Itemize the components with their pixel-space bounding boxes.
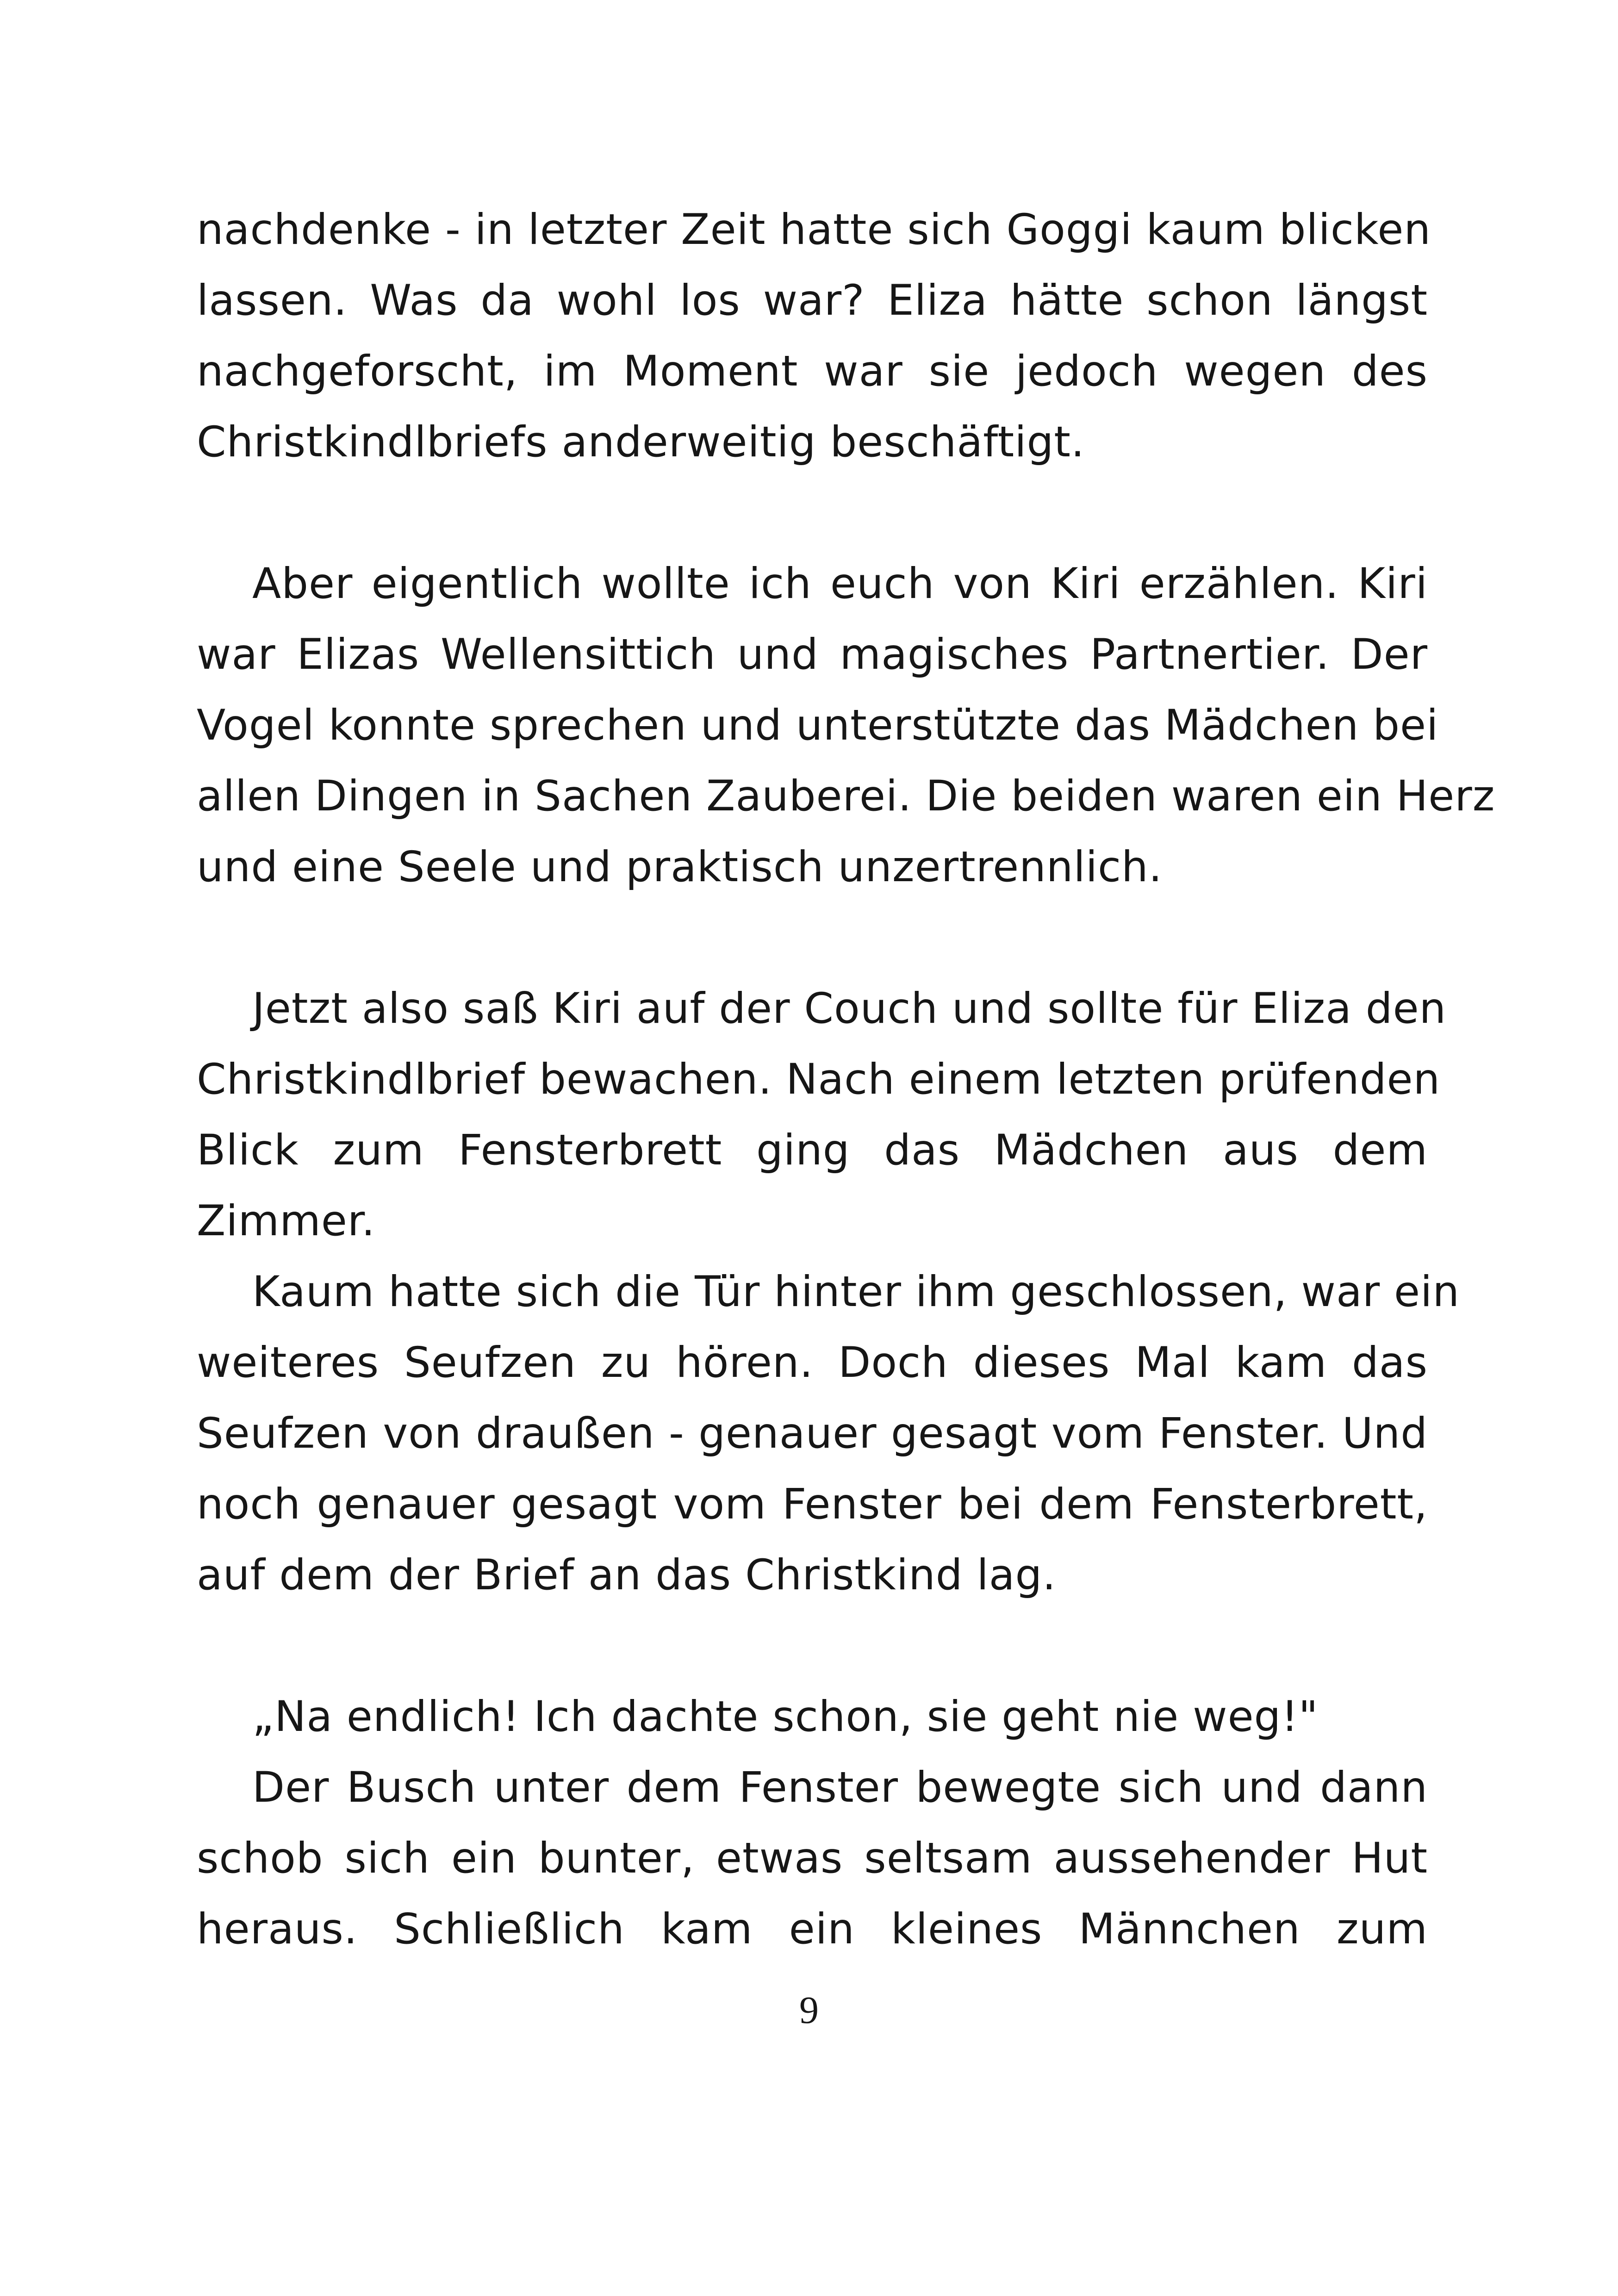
text-line: Christkindlbriefs anderweitig beschäftigt. bbox=[197, 418, 1085, 467]
text-line: Jetzt also saß Kiri auf der Couch und sollte für Eliza den bbox=[252, 984, 1447, 1033]
text-line: und eine Seele und praktisch unzertrennlich. bbox=[197, 843, 1163, 891]
paragraph-spacer bbox=[197, 478, 1428, 548]
text-line: schob sich ein bunter, etwas seltsam aussehender Hut bbox=[197, 1834, 1428, 1883]
text-line: Aber eigentlich wollte ich euch von Kiri erzählen. Kiri bbox=[252, 560, 1428, 608]
text-line: Blick zum Fensterbrett ging das Mädchen aus dem bbox=[197, 1126, 1428, 1175]
text-line: Christkindlbrief bewachen. Nach einem letzten prüfenden bbox=[197, 1055, 1441, 1104]
text-line: war Elizas Wellensittich und magisches Partnertier. Der bbox=[197, 630, 1428, 679]
page-number: 9 bbox=[799, 1989, 819, 2032]
paragraph bbox=[197, 1752, 1428, 1965]
text-line: heraus. Schließlich kam ein kleines Männchen zum bbox=[197, 1905, 1428, 1954]
text-line: Vogel konnte sprechen und unterstützte das Mädchen bei bbox=[197, 701, 1439, 750]
text-line: „Na endlich! Ich dachte schon, sie geht nie weg!" bbox=[252, 1692, 1319, 1741]
text-line: auf dem der Brief an das Christkind lag. bbox=[197, 1551, 1057, 1599]
text-line: Seufzen von draußen - genauer gesagt vom Fenster. Und bbox=[197, 1409, 1428, 1458]
body-text bbox=[197, 194, 1495, 1965]
paragraph bbox=[197, 1681, 1428, 1752]
text-line: noch genauer gesagt vom Fenster bei dem Fensterbrett, bbox=[197, 1480, 1428, 1529]
paragraph bbox=[197, 1257, 1460, 1611]
paragraph bbox=[197, 194, 1431, 478]
text-line: allen Dingen in Sachen Zauberei. Die beiden waren ein Herz bbox=[197, 772, 1495, 821]
text-line: Zimmer. bbox=[197, 1197, 375, 1245]
paragraph bbox=[197, 548, 1495, 902]
text-line: weiteres Seufzen zu hören. Doch dieses Mal kam das bbox=[197, 1338, 1428, 1387]
text-line: nachgeforscht, im Moment war sie jedoch wegen des bbox=[197, 347, 1428, 396]
text-line: Der Busch unter dem Fenster bewegte sich und dann bbox=[252, 1763, 1428, 1812]
paragraph-spacer bbox=[197, 1611, 1428, 1681]
paragraph bbox=[197, 973, 1447, 1257]
text-line: Kaum hatte sich die Tür hinter ihm geschlossen, war ein bbox=[252, 1268, 1460, 1316]
text-line: nachdenke - in letzter Zeit hatte sich Goggi kaum blicken bbox=[197, 205, 1431, 254]
text-line: lassen. Was da wohl los war? Eliza hätte schon längst bbox=[197, 276, 1428, 325]
paragraph-spacer bbox=[197, 902, 1428, 973]
